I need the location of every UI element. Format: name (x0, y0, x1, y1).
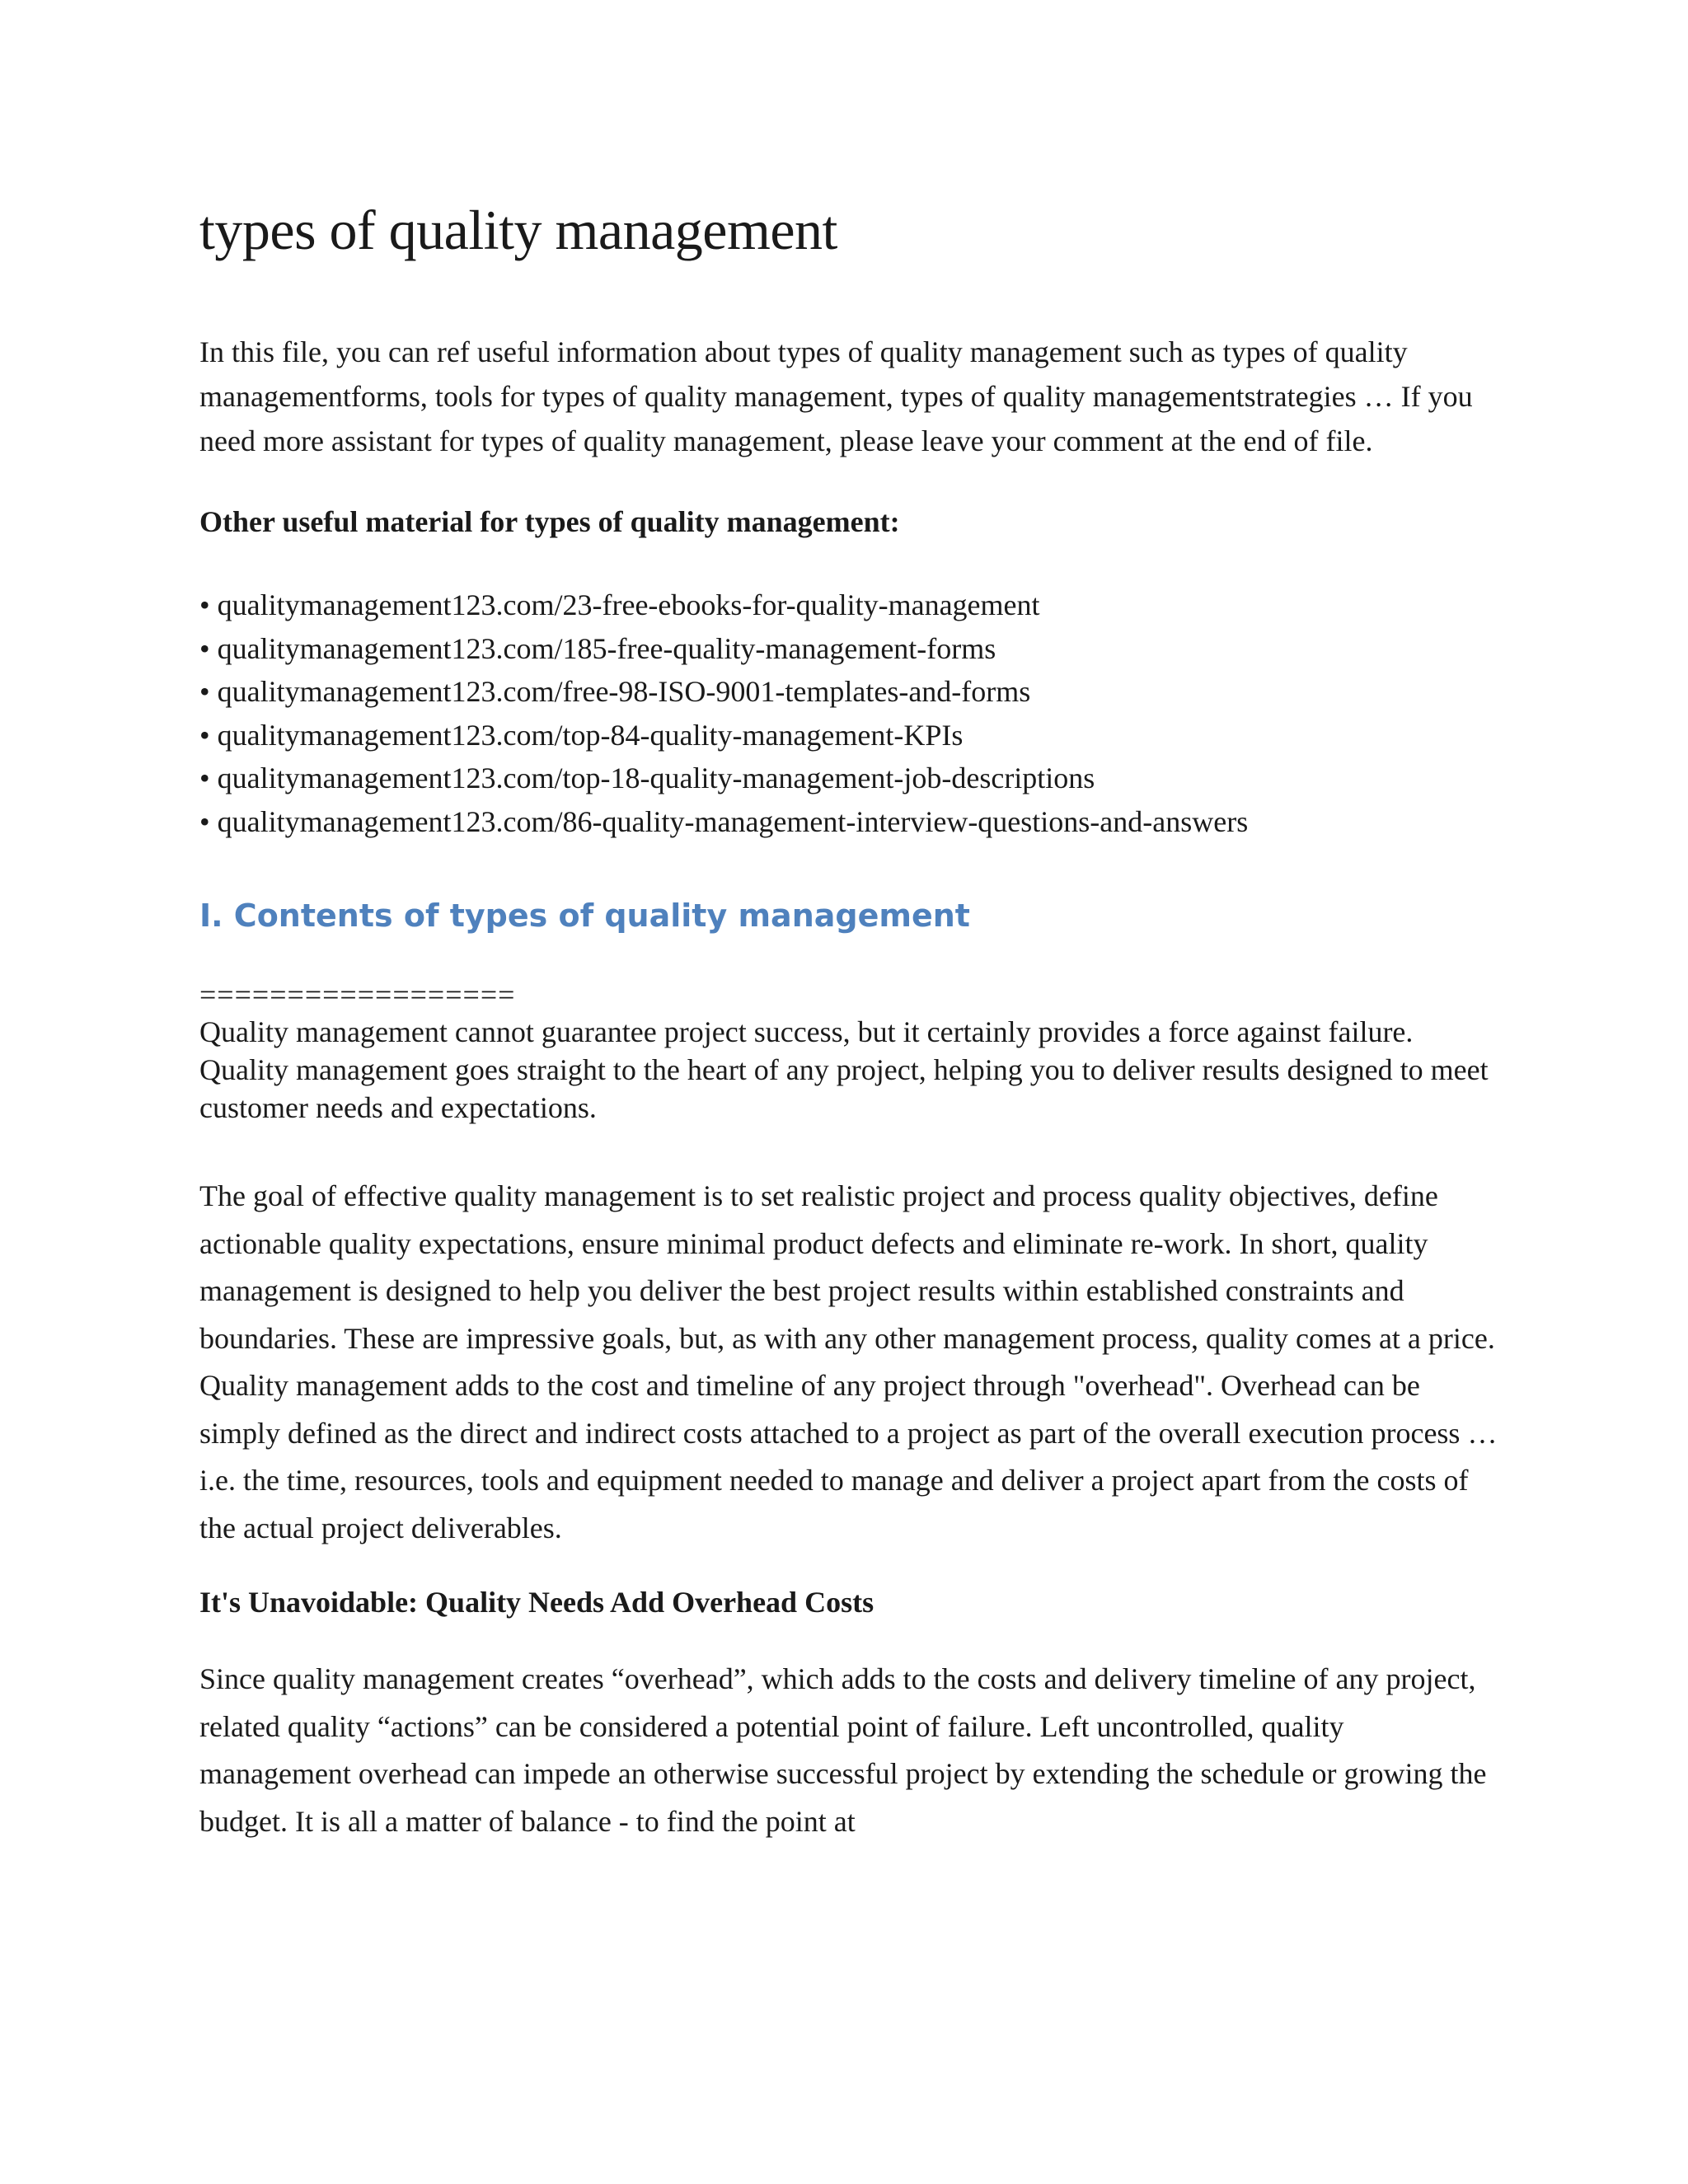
resource-link[interactable]: • qualitymanagement123.com/free-98-ISO-9001-templates-and-forms (199, 670, 1502, 714)
resource-link[interactable]: • qualitymanagement123.com/185-free-quality-management-forms (199, 627, 1502, 671)
resource-link[interactable]: • qualitymanagement123.com/86-quality-management-interview-questions-and-answers (199, 800, 1502, 844)
resource-link[interactable]: • qualitymanagement123.com/top-84-quality-management-KPIs (199, 714, 1502, 757)
resource-link-list (199, 583, 1502, 843)
intro-paragraph: In this file, you can ref useful information about types of quality management such as types of quality managementforms, tools for types of quality management, types of quality managementstrategies … If you need more assistant for types of quality management, please leave your comment at the end of file. (199, 335, 1473, 457)
resource-link[interactable]: • qualitymanagement123.com/23-free-ebooks-for-quality-management (199, 583, 1502, 627)
body-paragraph-3: Since quality management creates “overhead”, which adds to the costs and delivery timeline of any project, related quality “actions” can be considered a potential point of failure. Left uncontrolled, quality management overhead can impede an otherwise successful project by extending the schedule or growing the budget. It is all a matter of balance - to find the point at (199, 1662, 1487, 1838)
body-paragraph-2: The goal of effective quality management is to set realistic project and process quality objectives, define actionable quality expectations, ensure minimal product defects and eliminate re-work. In short, quality management is designed to help you deliver the best project results within established constraints and boundaries. These are impressive goals, but, as with any other management process, quality comes at a price. Quality management adds to the cost and timeline of any project through "overhead". Overhead can be simply defined as the direct and indirect costs attached to a project as part of the overall execution process … i.e. the time, resources, tools and equipment needed to manage and deliver a project apart from the costs of the actual project deliverables. (199, 1179, 1498, 1544)
document-body (199, 194, 1502, 1845)
body-paragraph-1: Quality management cannot guarantee project success, but it certainly provides a force against failure. Quality management goes straight to the heart of any project, helping you to deliver results designed to meet customer needs and expectations. (199, 1015, 1489, 1124)
resource-link[interactable]: • qualitymanagement123.com/top-18-quality-management-job-descriptions (199, 757, 1502, 800)
page-title: types of quality management (199, 199, 837, 261)
section-heading-contents: I. Contents of types of quality management (199, 898, 970, 934)
overhead-costs-heading: It's Unavoidable: Quality Needs Add Overhead Costs (199, 1586, 874, 1619)
other-material-heading: Other useful material for types of quality management: (199, 505, 900, 538)
separator-line: ================== (199, 978, 516, 1011)
